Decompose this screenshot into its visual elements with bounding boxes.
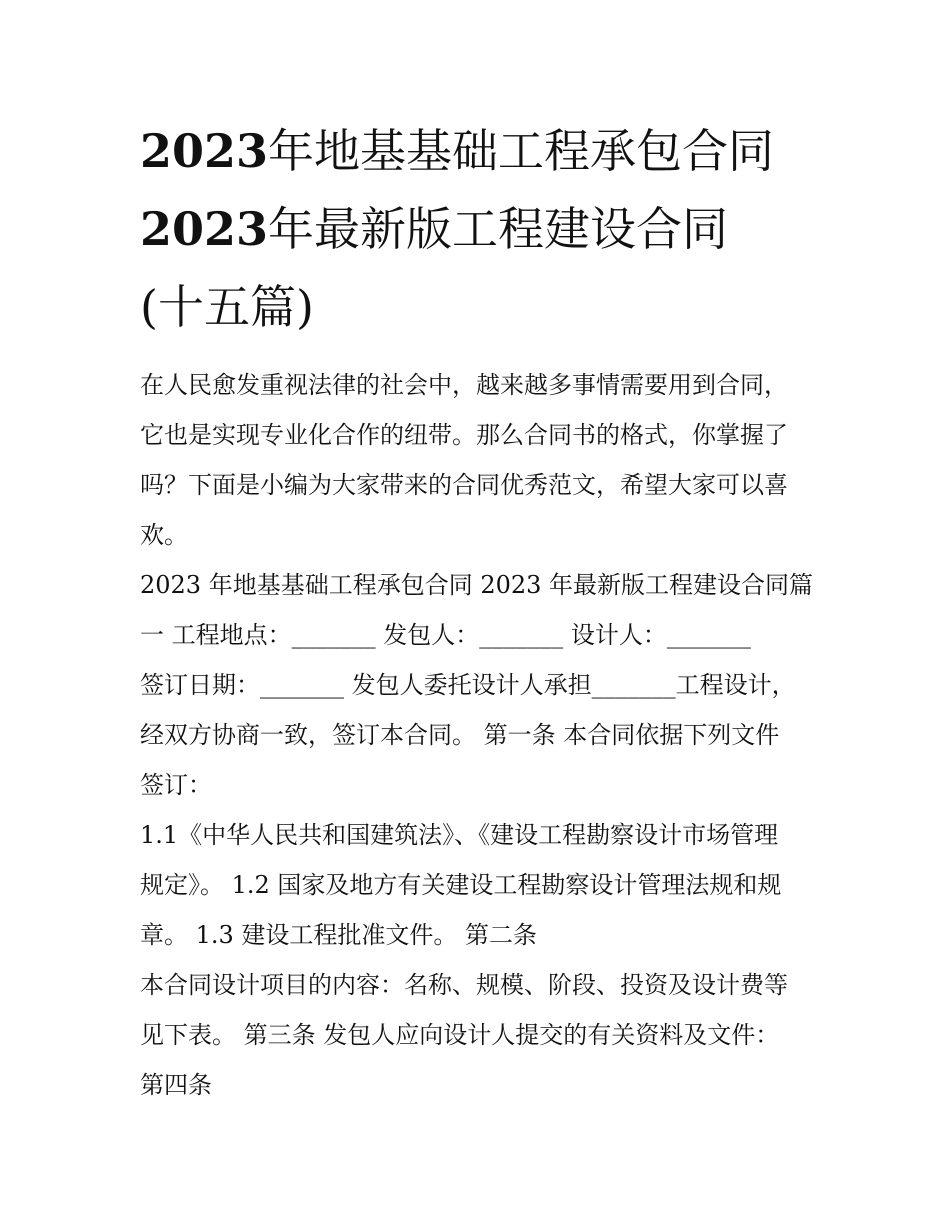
body-line: 2023 年地基基础工程承包合同 2023 年最新版工程建设合同篇 [140,571,814,599]
body-line: 签订日期：_______ 发包人委托设计人承担_______工程设计， [140,671,796,699]
intro-paragraph [140,360,820,560]
body-line: 第四条 [140,1071,212,1099]
section-paragraph [140,560,820,810]
body-line: 本合同设计项目的内容：名称、规模、阶段、投资及设计费等 [140,971,788,999]
title-text: (十五篇) [140,280,314,334]
body-line: 一 工程地点：_______ 发包人：_______ 设计人：_______ [140,621,751,649]
body-line: 章。 1.3 建设工程批准文件。 第二条 [140,921,538,949]
body-line: 1.1《中华人民共和国建筑法》、《建设工程勘察设计市场管理 [140,821,779,849]
document-body [140,360,820,1110]
document-page [140,112,820,1110]
body-line: 见下表。 第三条 发包人应向设计人提交的有关资料及文件： [140,1021,780,1049]
body-line: 签订： [140,771,212,799]
title-year: 2023 [140,202,269,256]
body-line: 经双方协商一致，签订本合同。 第一条 本合同依据下列文件 [140,721,780,749]
title-text: 年最新版工程建设合同 [268,202,729,256]
body-line: 吗？下面是小编为大家带来的合同优秀范文，希望大家可以喜 [140,471,788,499]
body-line: 规定》。 1.2 国家及地方有关建设工程勘察设计管理法规和规 [140,871,782,899]
body-line: 欢。 [140,521,188,549]
title-line-2 [140,190,820,268]
body-line: 在人民愈发重视法律的社会中，越来越多事情需要用到合同， [140,371,788,399]
document-title [140,112,820,346]
final-paragraph [140,960,820,1110]
clause-paragraph [140,810,820,960]
body-line: 它也是实现专业化合作的纽带。那么合同书的格式，你掌握了 [140,421,788,449]
title-line-3 [140,268,820,346]
title-line-1 [140,112,820,190]
title-year: 2023 [140,124,269,178]
title-text: 年地基基础工程承包合同 [268,124,775,178]
